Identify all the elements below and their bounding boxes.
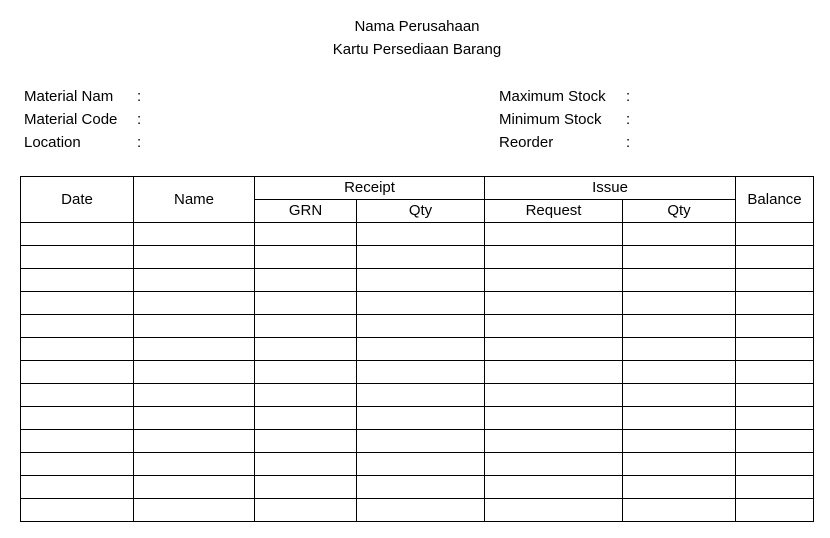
- table-cell: [357, 269, 485, 292]
- table-row: [21, 407, 814, 430]
- table-row: [21, 246, 814, 269]
- table-cell: [134, 361, 255, 384]
- table-cell: [255, 338, 357, 361]
- table-cell: [485, 361, 623, 384]
- table-cell: [21, 453, 134, 476]
- table-row: [21, 292, 814, 315]
- table-cell: [736, 361, 814, 384]
- header-receipt: Receipt: [255, 177, 485, 200]
- document-title: Kartu Persediaan Barang: [332, 41, 502, 58]
- table-cell: [134, 407, 255, 430]
- table-cell: [623, 430, 736, 453]
- table-cell: [485, 338, 623, 361]
- table-cell: [485, 499, 623, 522]
- table-cell: [357, 499, 485, 522]
- table-cell: [485, 476, 623, 499]
- table-row: [21, 476, 814, 499]
- table-cell: [134, 246, 255, 269]
- table-cell: [255, 361, 357, 384]
- table-cell: [255, 315, 357, 338]
- table-cell: [736, 223, 814, 246]
- table-cell: [134, 223, 255, 246]
- table-cell: [485, 292, 623, 315]
- table-cell: [357, 476, 485, 499]
- field-material-code-label: Material Code: [24, 111, 118, 128]
- table-cell: [736, 384, 814, 407]
- table-cell: [623, 361, 736, 384]
- table-cell: [736, 430, 814, 453]
- table-cell: [485, 246, 623, 269]
- table-cell: [21, 476, 134, 499]
- table-cell: [255, 407, 357, 430]
- table-cell: [485, 407, 623, 430]
- table-cell: [134, 338, 255, 361]
- table-row: [21, 453, 814, 476]
- table-cell: [21, 223, 134, 246]
- table-cell: [255, 269, 357, 292]
- header-receipt-grn: GRN: [255, 200, 357, 223]
- field-material-name-colon: :: [137, 88, 142, 105]
- table-cell: [255, 453, 357, 476]
- header-balance: Balance: [736, 177, 814, 223]
- table-cell: [21, 430, 134, 453]
- table-cell: [357, 223, 485, 246]
- table-cell: [21, 338, 134, 361]
- field-location-colon: :: [137, 134, 142, 151]
- table-row: [21, 315, 814, 338]
- table-cell: [485, 453, 623, 476]
- table-row: [21, 223, 814, 246]
- table-row: [21, 269, 814, 292]
- table-cell: [485, 269, 623, 292]
- table-cell: [485, 315, 623, 338]
- header-issue-qty: Qty: [623, 200, 736, 223]
- table-cell: [623, 384, 736, 407]
- table-cell: [21, 361, 134, 384]
- field-material-code-colon: :: [137, 111, 142, 128]
- field-reorder-label: Reorder: [499, 134, 554, 151]
- table-cell: [255, 246, 357, 269]
- table-cell: [357, 453, 485, 476]
- header-name: Name: [134, 177, 255, 223]
- table-cell: [357, 407, 485, 430]
- table-cell: [485, 384, 623, 407]
- table-cell: [623, 246, 736, 269]
- table-cell: [255, 223, 357, 246]
- table-cell: [736, 292, 814, 315]
- table-cell: [623, 292, 736, 315]
- field-material-name-label: Material Nam: [24, 88, 114, 105]
- company-name: Nama Perusahaan: [354, 18, 480, 35]
- table-cell: [255, 476, 357, 499]
- field-maximum-stock-colon: :: [626, 88, 631, 105]
- table-row: [21, 338, 814, 361]
- header-date: Date: [21, 177, 134, 223]
- table-cell: [134, 292, 255, 315]
- field-maximum-stock-label: Maximum Stock: [499, 88, 606, 105]
- table-cell: [357, 315, 485, 338]
- table-cell: [357, 430, 485, 453]
- table-cell: [21, 292, 134, 315]
- table-cell: [357, 361, 485, 384]
- table-cell: [623, 338, 736, 361]
- table-row: [21, 384, 814, 407]
- table-cell: [623, 269, 736, 292]
- table-cell: [21, 315, 134, 338]
- table-cell: [134, 499, 255, 522]
- table-cell: [485, 223, 623, 246]
- table-cell: [623, 453, 736, 476]
- table-cell: [357, 384, 485, 407]
- table-row: [21, 430, 814, 453]
- table-cell: [736, 338, 814, 361]
- table-cell: [736, 453, 814, 476]
- table-cell: [736, 407, 814, 430]
- table-cell: [736, 246, 814, 269]
- table-body: [21, 223, 814, 522]
- table-cell: [736, 315, 814, 338]
- field-location-label: Location: [24, 134, 81, 151]
- table-cell: [255, 499, 357, 522]
- table-cell: [736, 269, 814, 292]
- table-cell: [623, 223, 736, 246]
- header-issue-request: Request: [485, 200, 623, 223]
- table-cell: [623, 476, 736, 499]
- table-cell: [485, 430, 623, 453]
- header-issue: Issue: [485, 177, 736, 200]
- table-cell: [357, 338, 485, 361]
- table-cell: [21, 246, 134, 269]
- table-cell: [21, 384, 134, 407]
- table-cell: [623, 315, 736, 338]
- table-header-row: [21, 177, 814, 200]
- table-cell: [357, 246, 485, 269]
- table-cell: [134, 453, 255, 476]
- table-cell: [134, 269, 255, 292]
- table-cell: [255, 292, 357, 315]
- field-minimum-stock-label: Minimum Stock: [499, 111, 602, 128]
- table-cell: [255, 430, 357, 453]
- table-row: [21, 361, 814, 384]
- table-cell: [134, 476, 255, 499]
- header-receipt-qty: Qty: [357, 200, 485, 223]
- table-cell: [736, 476, 814, 499]
- table-cell: [134, 315, 255, 338]
- table-cell: [255, 384, 357, 407]
- stock-card-table: [20, 176, 814, 522]
- table-cell: [21, 407, 134, 430]
- table-cell: [623, 407, 736, 430]
- field-reorder-colon: :: [626, 134, 631, 151]
- table-cell: [357, 292, 485, 315]
- field-minimum-stock-colon: :: [626, 111, 631, 128]
- table-cell: [21, 269, 134, 292]
- table-cell: [736, 499, 814, 522]
- table-cell: [623, 499, 736, 522]
- table-cell: [134, 430, 255, 453]
- table-cell: [134, 384, 255, 407]
- table-row: [21, 499, 814, 522]
- table-cell: [21, 499, 134, 522]
